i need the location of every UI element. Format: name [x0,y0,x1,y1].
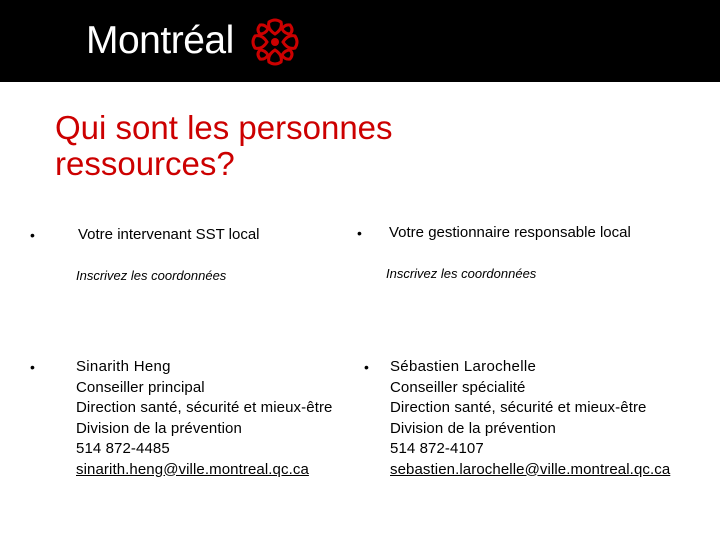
contact-department: Direction santé, sécurité et mieux-être [390,399,647,416]
bullet: • [357,225,362,241]
contact-department: Direction santé, sécurité et mieux-être [76,399,333,416]
left-contact-card [76,357,333,480]
contact-role: Conseiller spécialité [390,378,526,396]
left-heading: Votre intervenant SST local [78,226,260,243]
bullet: • [30,359,35,375]
contact-phone: 514 872-4107 [390,440,484,457]
contact-division: Division de la prévention [76,419,242,437]
left-hint: Inscrivez les coordonnées [76,268,227,283]
bullet: • [364,359,369,375]
contact-name: Sinarith Heng [76,358,171,375]
right-contact-card [390,357,670,480]
contact-email-link[interactable]: sebastien.larochelle@ville.montreal.qc.ca [390,460,671,478]
rosette-icon [250,17,300,67]
title-line-1: Qui sont les personnes [55,109,393,146]
contact-division: Division de la prévention [390,419,556,437]
contact-email-link[interactable]: sinarith.heng@ville.montreal.qc.ca [76,460,309,478]
contact-name: Sébastien Larochelle [390,358,537,375]
header-bar [0,0,720,82]
contact-phone: 514 872-4485 [76,440,170,457]
right-hint: Inscrivez les coordonnées [386,266,537,281]
page-title [55,110,393,182]
title-line-2: ressources? [55,145,235,182]
right-heading: Votre gestionnaire responsable local [389,224,631,241]
contact-role: Conseiller principal [76,378,205,396]
bullet: • [30,227,35,243]
montreal-logo-text: Montréal [86,19,234,62]
